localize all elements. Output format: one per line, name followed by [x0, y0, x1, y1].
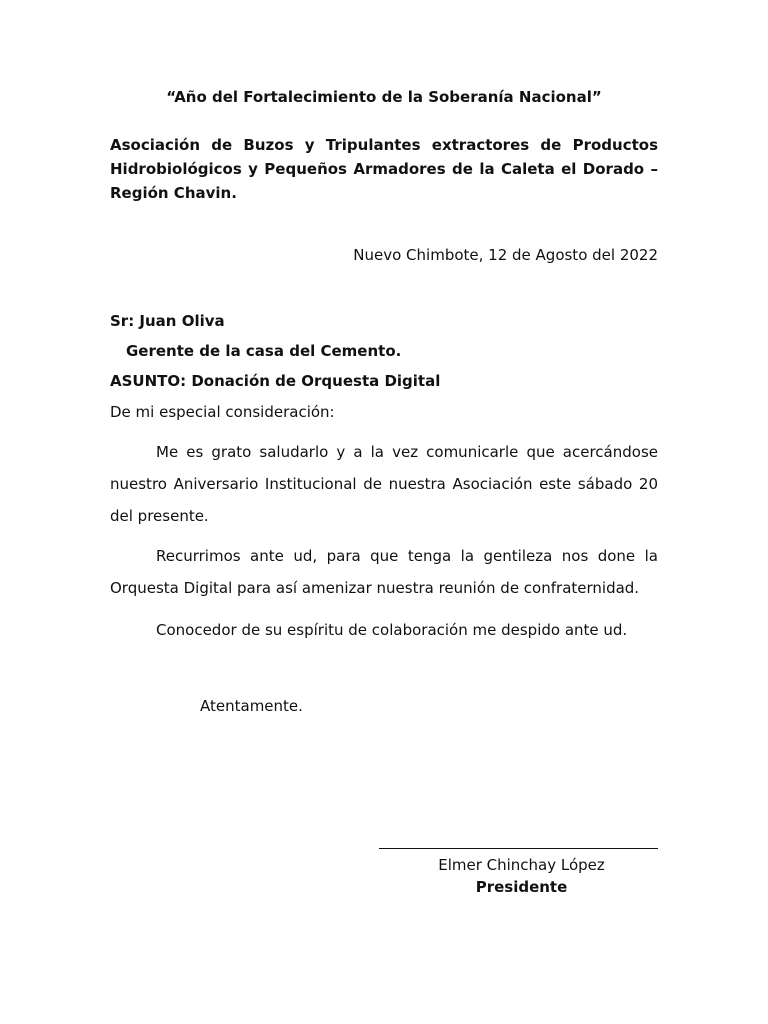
letter-greeting: De mi especial consideración:: [110, 403, 335, 421]
letter-closing: Atentamente.: [200, 697, 303, 715]
letter-motto: “Año del Fortalecimiento de la Soberanía Nacional”: [166, 88, 602, 106]
association-name: Asociación de Buzos y Tripulantes extractores de Productos Hidrobiológicos y Pequeños Armadores de la Caleta el Dorado – Región Chavin.: [110, 136, 658, 202]
place-date: Nuevo Chimbote, 12 de Agosto del 2022: [353, 246, 658, 264]
body-paragraph: Me es grato saludarlo y a la vez comunicarle que acercándose nuestro Aniversario Institucional de nuestra Asociación este sábado 20 del presente.: [110, 443, 658, 525]
letter-subject: ASUNTO: Donación de Orquesta Digital: [110, 372, 441, 390]
signature-block: [379, 854, 664, 898]
recipient-name: Sr: Juan Oliva: [110, 312, 225, 330]
signatory-name: Elmer Chinchay López: [438, 856, 605, 874]
signature-line: [379, 848, 658, 849]
signatory-title: Presidente: [475, 878, 568, 896]
body-paragraph: Recurrimos ante ud, para que tenga la gentileza nos done la Orquesta Digital para así amenizar nuestra reunión de confraternidad.: [110, 547, 658, 597]
body-paragraph: Conocedor de su espíritu de colaboración me despido ante ud.: [156, 621, 628, 639]
recipient-position: Gerente de la casa del Cemento.: [126, 342, 402, 360]
